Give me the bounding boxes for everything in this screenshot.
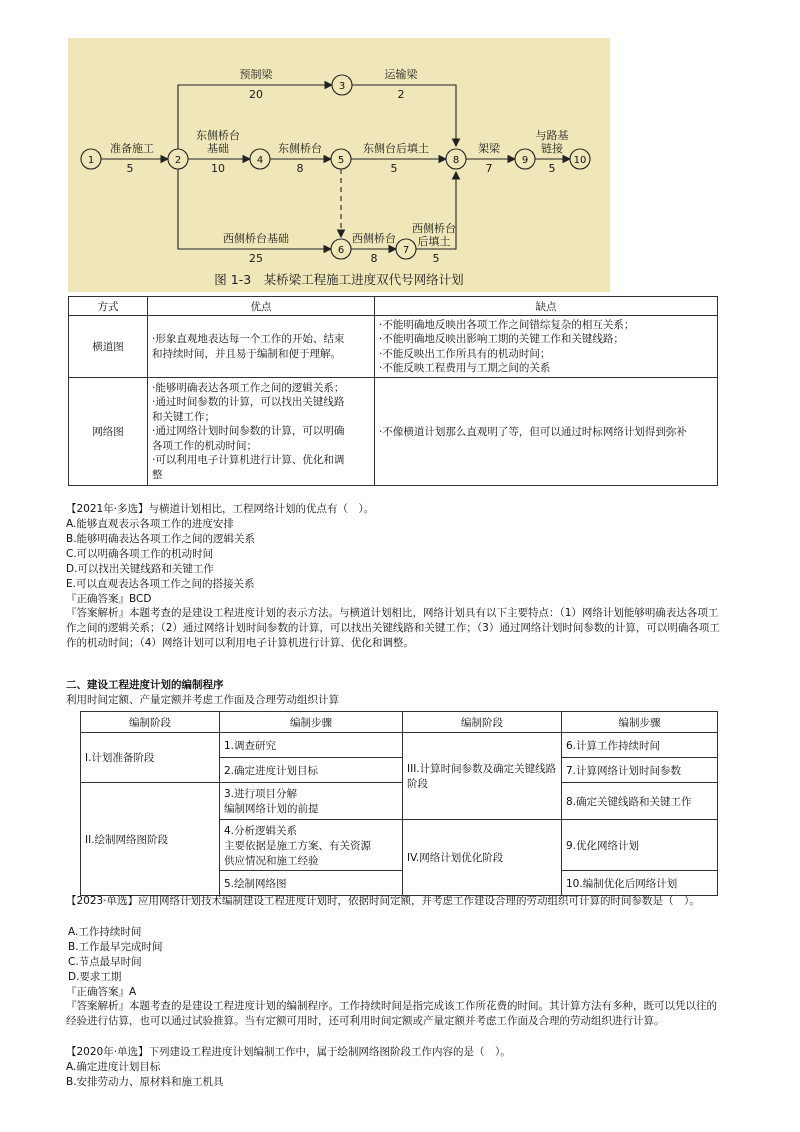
activity-name: 东侧桥台: [278, 142, 322, 155]
pros-line: ·能够明确表达各项工作之间的逻辑关系；: [152, 381, 345, 394]
table-row: [69, 378, 718, 486]
node-label-4: 4: [256, 155, 264, 166]
activity-name: 架梁: [478, 142, 500, 155]
cons-cell: ·不像横道计划那么直观明了等，但可以通过时标网络计划得到弥补: [375, 378, 718, 486]
pros-cell: [148, 378, 375, 486]
pros-line: ·可以利用电子计算机进行计算、优化和调: [152, 454, 345, 467]
activity-name: 运输梁: [384, 68, 418, 81]
table-header: 缺点: [375, 297, 718, 316]
pros-line: ·通过网络计划时间参数的计算，可以明确: [152, 425, 345, 438]
table-row: [81, 783, 718, 820]
activity-name: 西侧桥台: [352, 232, 396, 245]
node-label-1: 1: [87, 155, 95, 166]
option: A.工作持续时间: [68, 926, 142, 938]
activity-duration: 5: [548, 162, 556, 175]
node-label-8: 8: [452, 155, 460, 166]
section-title: 二、建设工程进度计划的编制程序: [66, 679, 224, 691]
cons-line: ·不能反映出工作所具有的机动时间；: [379, 347, 551, 360]
steps-table: [80, 711, 718, 896]
pros-line: 整: [152, 468, 163, 481]
pros-line: 各项工作的机动时间；: [152, 439, 257, 452]
table-header-row: [81, 712, 718, 733]
network-diagram-figure: [68, 38, 610, 292]
option: A.确定进度计划目标: [66, 1061, 161, 1073]
node-label-9: 9: [521, 155, 529, 166]
stage-cell: II.绘制网络图阶段: [81, 783, 220, 896]
step-line: 编制网络计划的前提: [224, 803, 319, 815]
activity-duration: 8: [370, 252, 378, 265]
option: D.可以找出关键线路和关键工作: [66, 563, 214, 575]
activity-duration: 7: [485, 162, 493, 175]
step-cell: [220, 783, 403, 820]
cons-line: ·不能明确地反映出影响工期的关键工作和关键线路；: [379, 333, 624, 345]
pros-line: 和持续时间，并且易于编制和便于理解。: [152, 347, 341, 360]
cons-line: ·不能明确地反映出各项工作之间错综复杂的相互关系；: [379, 318, 635, 331]
network-diagram: [68, 38, 610, 292]
table-row: [81, 733, 718, 758]
activity-name: 链接: [541, 142, 563, 155]
activity-name: 西侧桥台基础: [223, 232, 289, 245]
pros-line: ·通过时间参数的计算，可以找出关键线路: [152, 396, 345, 409]
stage-cell: I.计划准备阶段: [81, 733, 220, 783]
node-label-10: 10: [573, 155, 587, 166]
table-header: 编制步骤: [220, 712, 403, 733]
activity-duration: 10: [211, 162, 225, 175]
activity-duration: 5: [432, 252, 440, 265]
answer-analysis: 『答案解析』本题考查的是建设工程进度计划的表示方法。与横道计划相比，网络计划具有以下主要特点：（1）网络计划能够明确表达各项工作之间的逻辑关系；（2）通过网络计划时间参数的计算，可以找出关键线路和关键工作；（3）通过网络计划时间参数的计算，可以明确各项工作的机动时间；（4）网络计划可以利用电子计算机进行计算、优化和调整。: [66, 607, 720, 649]
activity-name: 准备施工: [110, 142, 154, 155]
method-cell: 横道图: [69, 316, 148, 378]
option: B.能够明确表达各项工作之间的逻辑关系: [66, 533, 256, 545]
step-cell: 1.调查研究: [220, 733, 403, 758]
activity-duration: 5: [126, 162, 134, 175]
question-stem: 【2023·单选】应用网络计划技术编制建设工程进度计划时，依据时间定额，并考虑工作建设合理的劳动组织可计算的时间参数是（ ）。: [66, 895, 700, 907]
step-cell: 2.确定进度计划目标: [220, 758, 403, 783]
table-header: 编制阶段: [81, 712, 220, 733]
node-label-6: 6: [337, 245, 345, 256]
activity-name: 后填土: [417, 235, 451, 248]
option: D.要求工期: [68, 971, 122, 983]
option: A.能够直观表示各项工作的进度安排: [66, 518, 234, 530]
table-header: 编制步骤: [562, 712, 718, 733]
option: E.可以直观表达各项工作之间的搭接关系: [66, 578, 255, 590]
node-label-7: 7: [402, 245, 410, 256]
step-line: 供应情况和施工经验: [224, 854, 319, 867]
section-subtitle: 利用时间定额、产量定额并考虑工作面及合理劳动组织计算: [66, 694, 339, 706]
step-cell: 10.编制优化后网络计划: [562, 871, 718, 896]
step-line: 3.进行项目分解: [224, 788, 298, 800]
pros-line: 和关键工作；: [152, 410, 215, 423]
option: C.节点最早时间: [68, 956, 142, 968]
activity-duration: 5: [390, 162, 398, 175]
activity-name: 与路基: [535, 129, 569, 142]
step-cell: 8.确定关键线路和关键工作: [562, 783, 718, 820]
cons-line: ·不能反映工程费用与工期之间的关系: [379, 362, 551, 374]
activity-duration: 20: [249, 88, 263, 101]
comparison-table: [68, 296, 718, 486]
step-line: 4.分析逻辑关系: [224, 824, 298, 837]
activity-name: 东侧桥台: [196, 129, 240, 142]
table-header: 优点: [148, 297, 375, 316]
answer: 『正确答案』BCD: [66, 593, 152, 605]
step-cell: 6.计算工作持续时间: [562, 733, 718, 758]
activity-name: 东侧台后填土: [363, 142, 429, 155]
pros-line: ·形象直观地表达每一个工作的开始、结束: [152, 333, 345, 345]
step-cell: 9.优化网络计划: [562, 820, 718, 871]
table-header: 方式: [69, 297, 148, 316]
node-label-5: 5: [337, 155, 345, 166]
figure-caption: 图 1-3 某桥梁工程施工进度双代号网络计划: [214, 272, 464, 287]
node-label-2: 2: [174, 155, 182, 166]
option: B.工作最早完成时间: [68, 941, 163, 953]
step-cell: [220, 820, 403, 871]
stage-cell: III.计算时间参数及确定关键线路阶段: [403, 733, 562, 820]
method-cell: 网络图: [69, 378, 148, 486]
table-row: [69, 316, 718, 378]
stage-cell: IV.网络计划优化阶段: [403, 820, 562, 896]
activity-name: 预制梁: [239, 68, 273, 81]
table-header: 编制阶段: [403, 712, 562, 733]
table-header-row: [69, 297, 718, 316]
step-cell: 5.绘制网络图: [220, 871, 403, 896]
activity-duration: 2: [397, 88, 405, 101]
node-label-3: 3: [338, 81, 346, 92]
activity-name: 基础: [207, 142, 229, 155]
question-stem: 【2021年·多选】与横道计划相比，工程网络计划的优点有（ ）。: [66, 503, 375, 515]
answer-analysis: 『答案解析』本题考查的是建设工程进度计划的编制程序。工作持续时间是指完成该工作所花费的时间。其计算方法有多种，既可以凭以往的经验进行估算，也可以通过试验推算。当有定额可用时，还可利用时间定额或产量定额并考虑工作面及合理的劳动组织进行计算。: [66, 1000, 717, 1027]
option: B.安排劳动力、原材料和施工机具: [66, 1076, 224, 1088]
activity-duration: 8: [296, 162, 304, 175]
question-stem: 【2020年·单选】下列建设工程进度计划编制工作中，属于绘制网络图阶段工作内容的是（ ）。: [66, 1046, 511, 1058]
answer: 『正确答案』A: [66, 986, 137, 998]
step-line: 主要依据是施工方案、有关资源: [224, 839, 371, 852]
activity-name: 西侧桥台: [412, 222, 456, 235]
activity-duration: 25: [249, 252, 263, 265]
pros-cell: [148, 316, 375, 378]
cons-cell: [375, 316, 718, 378]
step-cell: 7.计算网络计划时间参数: [562, 758, 718, 783]
option: C.可以明确各项工作的机动时间: [66, 548, 214, 560]
